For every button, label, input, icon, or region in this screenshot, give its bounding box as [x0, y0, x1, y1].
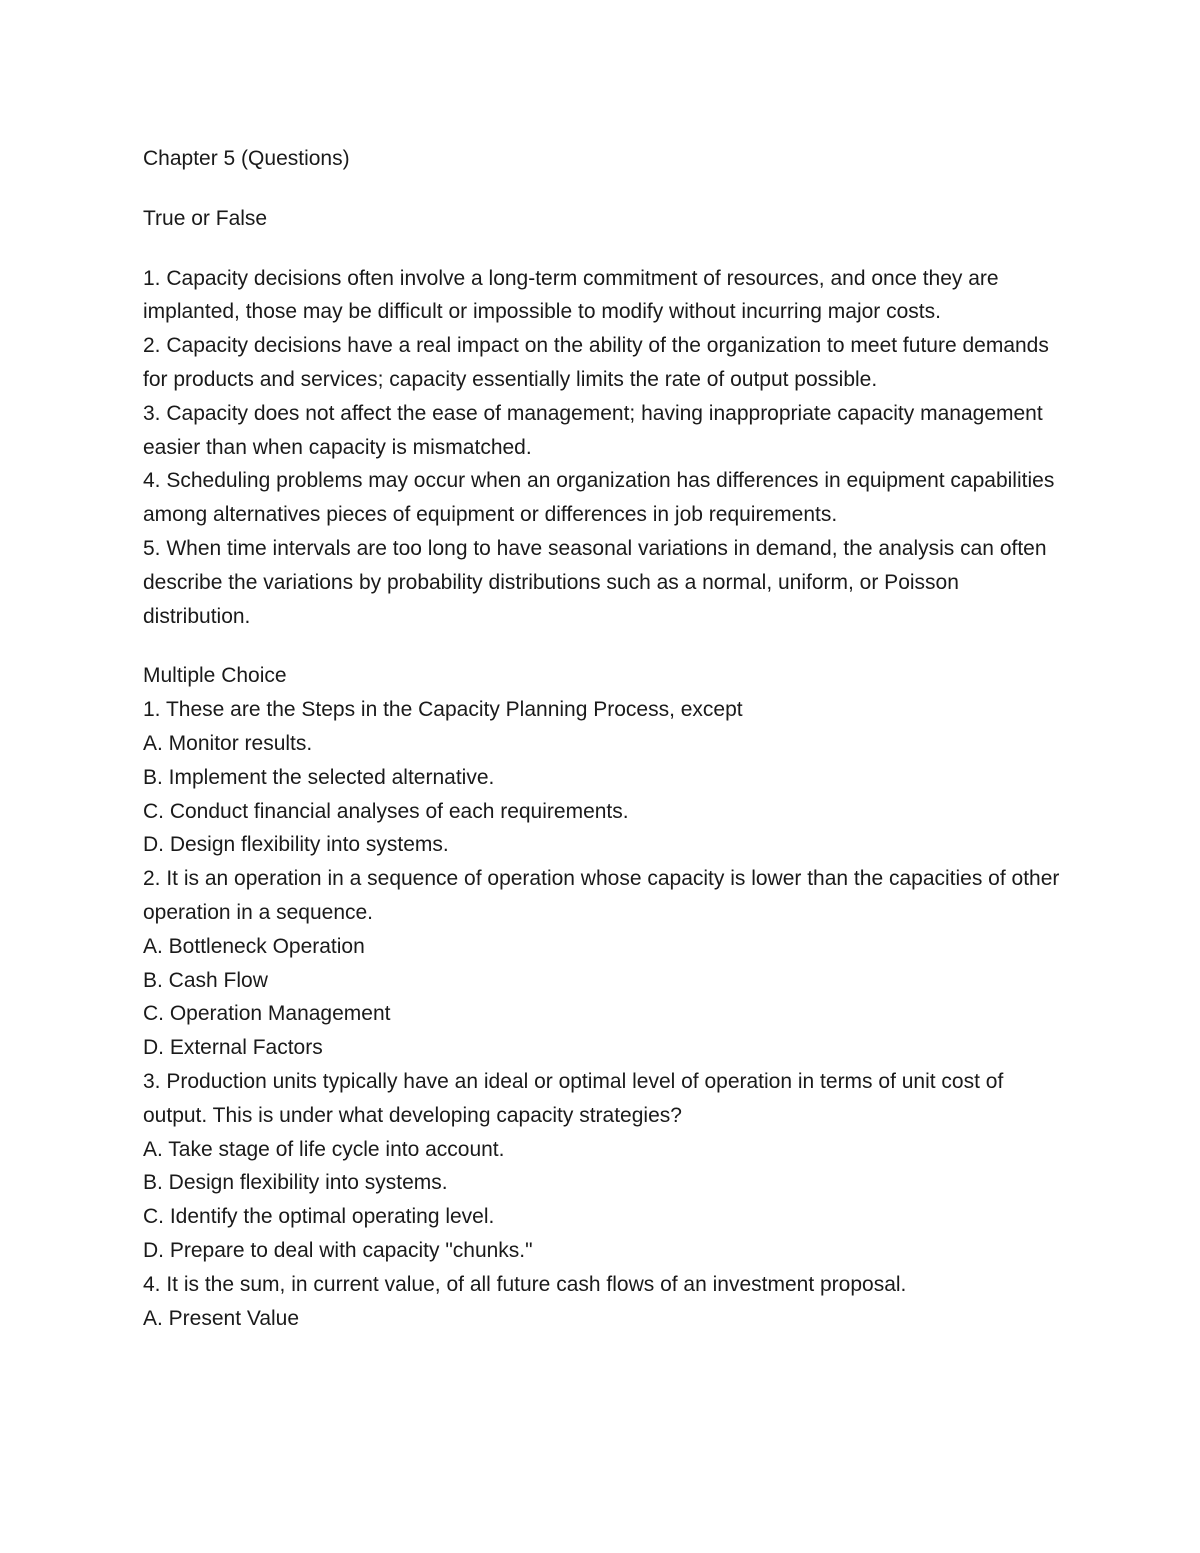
- mc-question-1: 1. These are the Steps in the Capacity Planning Process, except: [143, 698, 743, 722]
- tf-item-5: 5. When time intervals are too long to have seasonal variations in demand, the analysis can often describe the variations by probability distributions such as a normal, uniform, or Poisson distribution.: [143, 536, 1047, 628]
- tf-item-3: 3. Capacity does not affect the ease of management; having inappropriate capacity management easier than when capacity is mismatched.: [143, 401, 1043, 459]
- tf-item-4: 4. Scheduling problems may occur when an organization has differences in equipment capabilities among alternatives pieces of equipment or differences in job requirements.: [143, 469, 1055, 527]
- mc-option: A. Present Value: [143, 1306, 300, 1330]
- mc-option: A. Bottleneck Operation: [143, 934, 365, 958]
- mc-option: A. Monitor results.: [143, 731, 313, 755]
- spacer: [143, 176, 1063, 202]
- mc-option: B. Implement the selected alternative.: [143, 765, 495, 789]
- tf-item-1: 1. Capacity decisions often involve a long-term commitment of resources, and once they are implanted, those may be difficult or impossible to modify without incurring major costs.: [143, 266, 999, 324]
- mc-option: A. Take stage of life cycle into account.: [143, 1137, 505, 1161]
- mc-option: D. Design flexibility into systems.: [143, 833, 449, 857]
- mc-question-2: 2. It is an operation in a sequence of operation whose capacity is lower than the capacities of other operation in a sequence.: [143, 867, 1060, 924]
- page-title: Chapter 5 (Questions): [143, 147, 350, 170]
- section-heading-true-false: True or False: [143, 206, 268, 230]
- mc-option: C. Operation Management: [143, 1002, 391, 1026]
- mc-option: B. Design flexibility into systems.: [143, 1171, 448, 1195]
- mc-option: D. Prepare to deal with capacity "chunks.": [143, 1238, 533, 1262]
- spacer: [143, 633, 1063, 659]
- mc-option: C. Identify the optimal operating level.: [143, 1205, 495, 1229]
- tf-item-2: 2. Capacity decisions have a real impact on the ability of the organization to meet future demands for products and services; capacity essentially limits the rate of output possible.: [143, 334, 1049, 391]
- mc-option: B. Cash Flow: [143, 968, 268, 992]
- mc-question-4: 4. It is the sum, in current value, of all future cash flows of an investment proposal.: [143, 1272, 907, 1296]
- mc-option: D. External Factors: [143, 1036, 323, 1060]
- mc-option: C. Conduct financial analyses of each requirements.: [143, 799, 629, 823]
- section-heading-multiple-choice: Multiple Choice: [143, 664, 287, 688]
- mc-question-3: 3. Production units typically have an ideal or optimal level of operation in terms of unit cost of output. This is under what developing capacity strategies?: [143, 1069, 1004, 1127]
- spacer: [143, 236, 1063, 262]
- document-page: [143, 142, 1063, 1335]
